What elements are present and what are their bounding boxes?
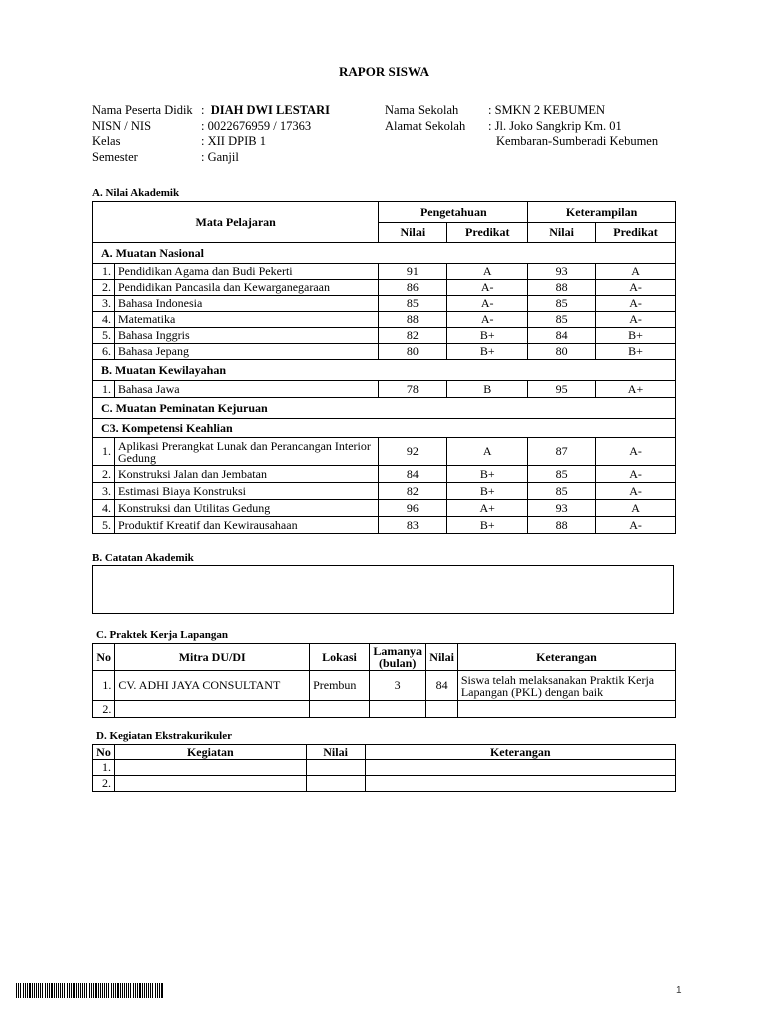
extra-row-no: 1. xyxy=(93,760,115,776)
row-knowledge-score: 84 xyxy=(379,466,447,483)
table-row xyxy=(93,776,676,792)
group-title: B. Muatan Kewilayahan xyxy=(93,360,676,381)
row-skill-grade: A- xyxy=(596,296,676,312)
row-knowledge-grade: B+ xyxy=(447,344,528,360)
row-skill-score: 93 xyxy=(528,264,596,280)
table-row xyxy=(93,701,676,718)
row-skill-score: 85 xyxy=(528,483,596,500)
school-address-row: : Jl. Joko Sangkrip Km. 01 xyxy=(488,118,622,133)
school-address-line1: Jl. Joko Sangkrip Km. 01 xyxy=(494,118,622,133)
name-label: Nama Peserta Didik xyxy=(92,103,193,117)
page-number: 1 xyxy=(676,985,682,996)
row-skill-grade: B+ xyxy=(596,344,676,360)
row-no: 6. xyxy=(93,344,115,360)
row-subject: Estimasi Biaya Konstruksi xyxy=(114,483,378,500)
row-knowledge-score: 86 xyxy=(379,280,447,296)
row-knowledge-score: 91 xyxy=(379,264,447,280)
group-title: C3. Kompetensi Keahlian xyxy=(93,419,676,438)
pkl-row-location xyxy=(310,701,370,718)
pkl-row-no: 1. xyxy=(93,671,115,701)
student-info-values xyxy=(201,103,330,165)
row-skill-grade: B+ xyxy=(596,328,676,344)
row-skill-score: 85 xyxy=(528,466,596,483)
row-knowledge-grade: A xyxy=(447,264,528,280)
row-knowledge-score: 92 xyxy=(379,438,447,466)
row-skill-grade: A+ xyxy=(596,381,676,398)
row-knowledge-score: 96 xyxy=(379,500,447,517)
row-skill-score: 85 xyxy=(528,296,596,312)
extra-table xyxy=(92,744,676,792)
school-name-row: : SMKN 2 KEBUMEN xyxy=(488,103,606,117)
extra-row-score xyxy=(306,776,365,792)
row-subject: Produktif Kreatif dan Kewirausahaan xyxy=(114,517,378,534)
row-skill-grade: A xyxy=(596,264,676,280)
row-subject: Matematika xyxy=(114,312,378,328)
pkl-row-score: 84 xyxy=(426,671,457,701)
student-class: XII DPIB 1 xyxy=(207,134,266,148)
student-name-row: : DIAH DWI LESTARI xyxy=(201,103,330,117)
extra-row-activity xyxy=(114,776,306,792)
col-subject-header: Mata Pelajaran xyxy=(93,202,379,243)
student-name: DIAH DWI LESTARI xyxy=(210,103,330,117)
row-skill-score: 88 xyxy=(528,280,596,296)
group-title: A. Muatan Nasional xyxy=(93,243,676,264)
pkl-row-no: 2. xyxy=(93,701,115,718)
row-knowledge-score: 83 xyxy=(379,517,447,534)
barcode-icon xyxy=(16,983,164,998)
extra-row-no: 2. xyxy=(93,776,115,792)
row-knowledge-grade: B+ xyxy=(447,328,528,344)
pkl-col-location: Lokasi xyxy=(310,644,370,671)
school-info-labels xyxy=(385,103,465,134)
row-no: 2. xyxy=(93,466,115,483)
pkl-row-duration: 3 xyxy=(369,671,425,701)
row-knowledge-grade: B xyxy=(447,381,528,398)
row-no: 1. xyxy=(93,264,115,280)
school-address-line2: Kembaran-Sumberadi Kebumen xyxy=(496,134,659,148)
table-row xyxy=(93,760,676,776)
row-skill-grade: A- xyxy=(596,280,676,296)
table-row xyxy=(93,500,676,517)
pkl-row-score xyxy=(426,701,457,718)
table-row xyxy=(93,328,676,344)
row-knowledge-grade: A+ xyxy=(447,500,528,517)
row-subject: Bahasa Indonesia xyxy=(114,296,378,312)
row-skill-grade: A- xyxy=(596,483,676,500)
row-subject: Bahasa Inggris xyxy=(114,328,378,344)
row-subject: Konstruksi Jalan dan Jembatan xyxy=(114,466,378,483)
row-no: 3. xyxy=(93,296,115,312)
table-row xyxy=(93,466,676,483)
pkl-col-note: Keterangan xyxy=(457,644,675,671)
row-skill-grade: A- xyxy=(596,312,676,328)
pkl-col-duration-line1: Lamanya xyxy=(373,644,422,658)
extra-row-note xyxy=(365,776,675,792)
col-skill-header: Keterampilan xyxy=(528,202,676,223)
row-no: 1. xyxy=(93,381,115,398)
pkl-row-partner xyxy=(115,701,310,718)
student-nisn: 0022676959 / 17363 xyxy=(207,118,312,133)
col-skill-grade-header: Predikat xyxy=(596,223,676,243)
student-semester-row: : Ganjil xyxy=(201,149,239,164)
pkl-col-duration-line2: (bulan) xyxy=(378,656,417,670)
extra-row-score xyxy=(306,760,365,776)
row-knowledge-score: 80 xyxy=(379,344,447,360)
pkl-section-title: C. Praktek Kerja Lapangan xyxy=(96,629,228,641)
pkl-table xyxy=(92,643,676,718)
row-skill-score: 95 xyxy=(528,381,596,398)
row-subject: Konstruksi dan Utilitas Gedung xyxy=(114,500,378,517)
extra-col-no: No xyxy=(93,745,115,760)
extra-col-note: Keterangan xyxy=(365,745,675,760)
row-knowledge-score: 82 xyxy=(379,483,447,500)
row-subject: Aplikasi Prerangkat Lunak dan Perancangan Interior Gedung xyxy=(114,438,378,466)
class-label: Kelas xyxy=(92,134,121,148)
academic-table xyxy=(92,201,676,534)
col-skill-score-header: Nilai xyxy=(528,223,596,243)
extra-section-title: D. Kegiatan Ekstrakurikuler xyxy=(96,730,232,742)
col-knowledge-score-header: Nilai xyxy=(379,223,447,243)
row-skill-grade: A- xyxy=(596,517,676,534)
semester-label: Semester xyxy=(92,149,138,164)
row-skill-score: 80 xyxy=(528,344,596,360)
pkl-row-partner: CV. ADHI JAYA CONSULTANT xyxy=(115,671,310,701)
row-subject: Pendidikan Agama dan Budi Pekerti xyxy=(114,264,378,280)
extra-col-score: Nilai xyxy=(306,745,365,760)
table-row xyxy=(93,671,676,701)
page-title: RAPOR SISWA xyxy=(339,64,429,79)
nisn-label: NISN / NIS xyxy=(92,118,152,133)
address-label: Alamat Sekolah xyxy=(385,118,466,133)
extra-col-activity: Kegiatan xyxy=(114,745,306,760)
table-row xyxy=(93,381,676,398)
table-row xyxy=(93,344,676,360)
table-row xyxy=(93,438,676,466)
row-knowledge-grade: A- xyxy=(447,280,528,296)
row-knowledge-grade: A- xyxy=(447,312,528,328)
school-info-values xyxy=(488,103,658,150)
row-subject: Bahasa Jepang xyxy=(114,344,378,360)
pkl-row-duration xyxy=(369,701,425,718)
notes-section-title: B. Catatan Akademik xyxy=(92,552,194,564)
pkl-row-note: Siswa telah melaksanakan Praktik Kerja Lapangan (PKL) dengan baik xyxy=(457,671,675,701)
pkl-col-duration xyxy=(369,644,425,671)
group-title: C. Muatan Peminatan Kejuruan xyxy=(93,398,676,419)
pkl-col-no: No xyxy=(93,644,115,671)
row-no: 5. xyxy=(93,517,115,534)
student-nisn-row: : 0022676959 / 17363 xyxy=(201,118,312,133)
row-knowledge-grade: B+ xyxy=(447,466,528,483)
table-row xyxy=(93,312,676,328)
pkl-row-note xyxy=(457,701,675,718)
col-knowledge-grade-header: Predikat xyxy=(447,223,528,243)
notes-box xyxy=(92,565,674,614)
row-knowledge-grade: A- xyxy=(447,296,528,312)
table-row xyxy=(93,483,676,500)
row-no: 3. xyxy=(93,483,115,500)
school-name: SMKN 2 KEBUMEN xyxy=(494,103,606,117)
student-info-labels xyxy=(92,103,193,165)
school-label: Nama Sekolah xyxy=(385,103,459,117)
row-skill-grade: A- xyxy=(596,438,676,466)
row-knowledge-score: 88 xyxy=(379,312,447,328)
row-no: 2. xyxy=(93,280,115,296)
row-subject: Pendidikan Pancasila dan Kewarganegaraan xyxy=(114,280,378,296)
student-semester: Ganjil xyxy=(207,149,239,164)
row-subject: Bahasa Jawa xyxy=(114,381,378,398)
row-skill-grade: A xyxy=(596,500,676,517)
row-no: 5. xyxy=(93,328,115,344)
table-row xyxy=(93,517,676,534)
student-class-row: : XII DPIB 1 xyxy=(201,134,266,148)
row-skill-score: 85 xyxy=(528,312,596,328)
row-knowledge-grade: B+ xyxy=(447,517,528,534)
pkl-row-location: Prembun xyxy=(310,671,370,701)
row-no: 1. xyxy=(93,438,115,466)
table-row xyxy=(93,280,676,296)
table-row xyxy=(93,296,676,312)
row-knowledge-score: 82 xyxy=(379,328,447,344)
extra-row-note xyxy=(365,760,675,776)
row-knowledge-score: 85 xyxy=(379,296,447,312)
row-skill-score: 88 xyxy=(528,517,596,534)
row-no: 4. xyxy=(93,500,115,517)
extra-row-activity xyxy=(114,760,306,776)
pkl-col-partner: Mitra DU/DI xyxy=(115,644,310,671)
academic-section-title: A. Nilai Akademik xyxy=(92,187,180,199)
table-row xyxy=(93,264,676,280)
row-knowledge-grade: B+ xyxy=(447,483,528,500)
row-skill-score: 87 xyxy=(528,438,596,466)
col-knowledge-header: Pengetahuan xyxy=(379,202,528,223)
row-knowledge-grade: A xyxy=(447,438,528,466)
row-skill-grade: A- xyxy=(596,466,676,483)
row-no: 4. xyxy=(93,312,115,328)
row-skill-score: 84 xyxy=(528,328,596,344)
pkl-col-score: Nilai xyxy=(426,644,457,671)
row-knowledge-score: 78 xyxy=(379,381,447,398)
row-skill-score: 93 xyxy=(528,500,596,517)
